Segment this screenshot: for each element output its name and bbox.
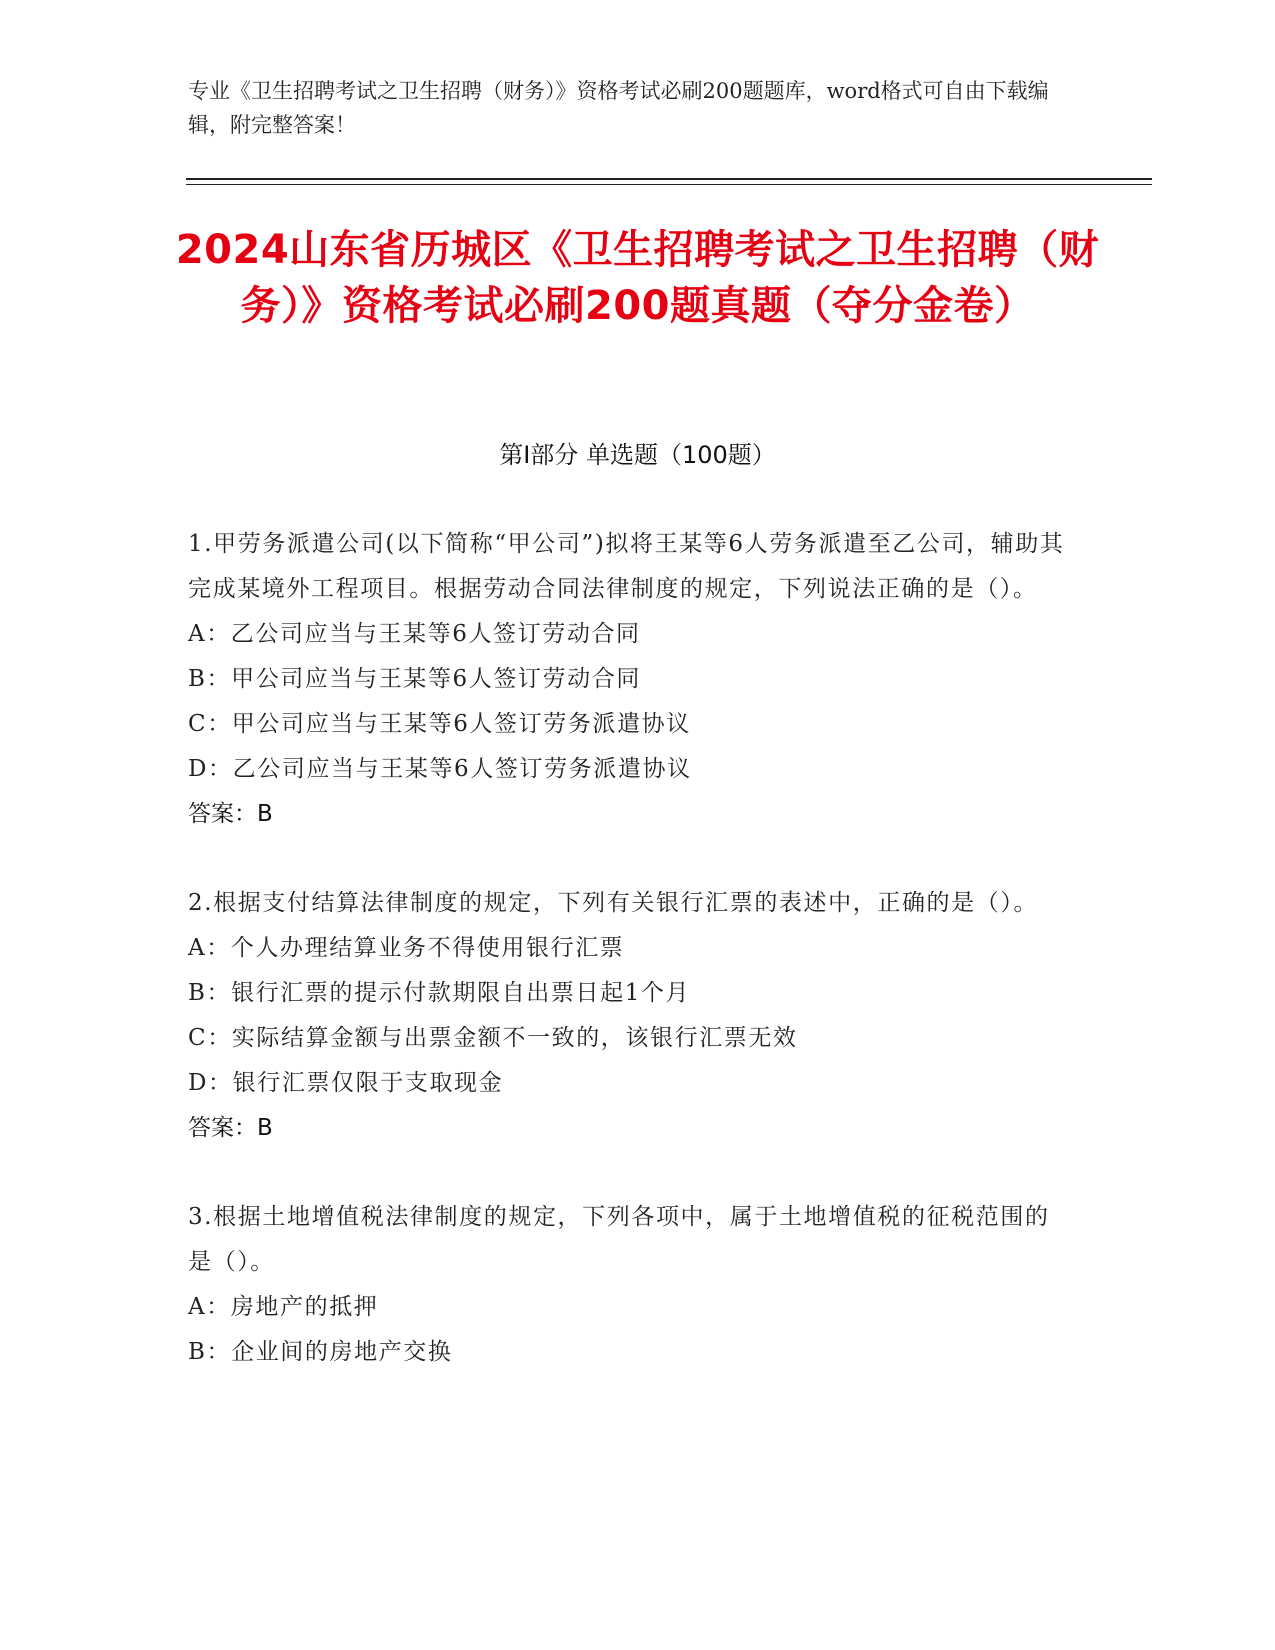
option-c: C：甲公司应当与王某等6人签订劳务派遣协议 xyxy=(188,711,691,737)
document-title: 2024山东省历城区《卫生招聘考试之卫生招聘（财务）》资格考试必刷200题真题（夺分金卷） xyxy=(175,227,1100,329)
question-list xyxy=(188,522,1068,1419)
option-d: D：银行汇票仅限于支取现金 xyxy=(188,1070,504,1096)
question-3 xyxy=(188,1195,1068,1375)
section-heading: 第Ⅰ部分 单选题（100题） xyxy=(499,441,776,469)
option-b: B：企业间的房地产交换 xyxy=(188,1339,453,1365)
question-text: 2.根据支付结算法律制度的规定，下列有关银行汇票的表述中，正确的是（）。 xyxy=(188,890,1039,916)
header-divider-thick xyxy=(186,178,1152,180)
question-1 xyxy=(188,522,1068,837)
question-2 xyxy=(188,881,1068,1151)
option-a: A：个人办理结算业务不得使用银行汇票 xyxy=(188,935,625,961)
answer: 答案：B xyxy=(188,801,273,827)
option-d: D：乙公司应当与王某等6人签订劳务派遣协议 xyxy=(188,756,692,782)
question-text: 1.甲劳务派遣公司(以下简称“甲公司”)拟将王某等6人劳务派遣至乙公司，辅助其完成某境外工程项目。根据劳动合同法律制度的规定，下列说法正确的是（）。 xyxy=(188,531,1065,602)
option-b: B：甲公司应当与王某等6人签订劳动合同 xyxy=(188,666,641,692)
question-text: 3.根据土地增值税法律制度的规定，下列各项中，属于土地增值税的征税范围的是（）。 xyxy=(188,1204,1050,1275)
option-b: B：银行汇票的提示付款期限自出票日起1个月 xyxy=(188,980,691,1006)
option-c: C：实际结算金额与出票金额不一致的，该银行汇票无效 xyxy=(188,1025,798,1051)
answer: 答案：B xyxy=(188,1115,273,1141)
option-a: A：乙公司应当与王某等6人签订劳动合同 xyxy=(188,621,641,647)
option-a: A：房地产的抵押 xyxy=(188,1294,379,1320)
document-intro: 专业《卫生招聘考试之卫生招聘（财务）》资格考试必刷200题题库，word格式可自由下载编辑，附完整答案！ xyxy=(188,79,1049,137)
header-divider-thin xyxy=(186,184,1152,185)
